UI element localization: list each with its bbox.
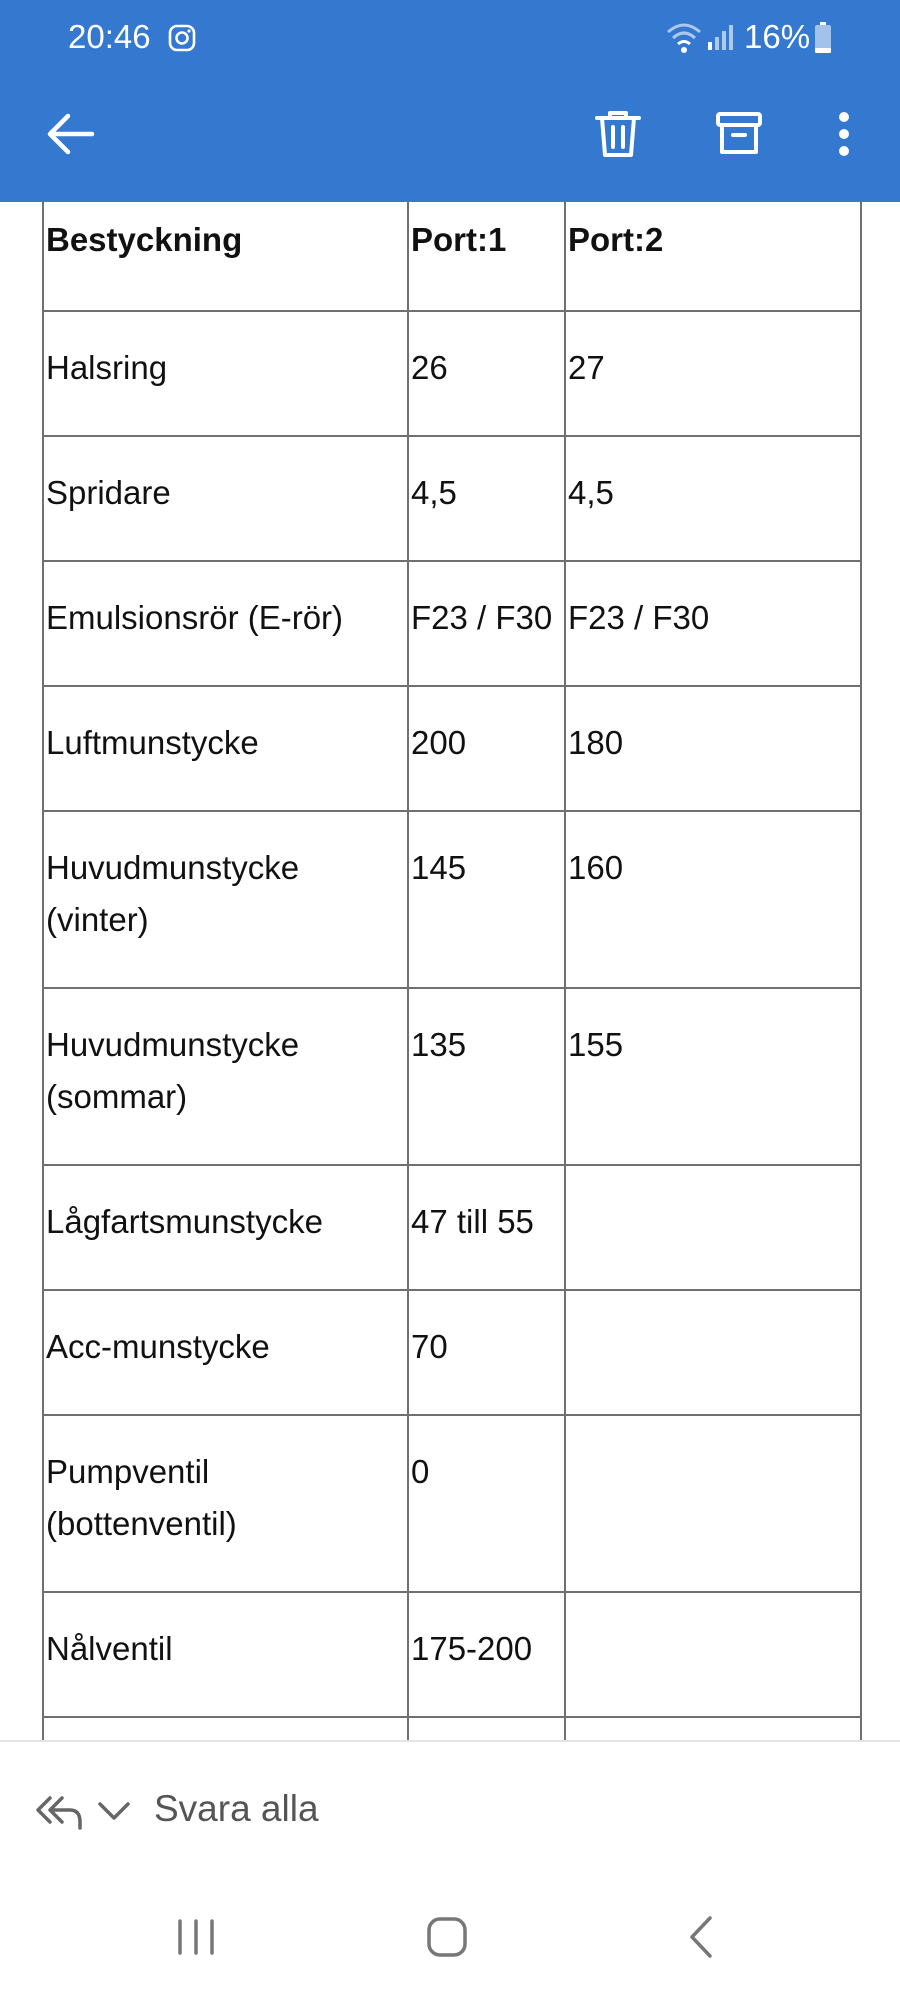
header-cell: Port:2: [565, 202, 861, 311]
table-cell: [565, 1415, 861, 1592]
table-row: [43, 1415, 861, 1592]
table-cell: Nålventil: [43, 1592, 408, 1717]
table-cell: 4,5: [565, 436, 861, 561]
app-bar: [0, 0, 900, 202]
table-row: [43, 561, 861, 686]
delete-button[interactable]: [582, 98, 654, 170]
table-cell: [408, 1717, 565, 1740]
table-cell: 180: [565, 686, 861, 811]
signal-icon: [706, 22, 736, 52]
system-back-button[interactable]: [661, 1902, 741, 1972]
table-cell: Luftmunstycke: [43, 686, 408, 811]
table-cell: 160: [565, 811, 861, 988]
table-row: [43, 1717, 861, 1740]
table-cell: [565, 1717, 861, 1740]
table-cell: 200: [408, 686, 565, 811]
table-cell: 175-200: [408, 1592, 565, 1717]
arrow-left-icon: [44, 112, 96, 156]
table-cell: Huvudmunstycke (sommar): [43, 988, 408, 1165]
table-cell: 47 till 55: [408, 1165, 565, 1290]
system-nav-bar: [0, 1882, 900, 2000]
table-row: [43, 811, 861, 988]
table-cell: 27: [565, 311, 861, 436]
archive-icon: [714, 109, 764, 159]
email-body[interactable]: [0, 202, 900, 1740]
home-icon: [425, 1915, 469, 1959]
home-button[interactable]: [407, 1902, 487, 1972]
reply-all-icon: [34, 1792, 84, 1832]
table-cell: 145: [408, 811, 565, 988]
table-cell: [43, 1717, 408, 1740]
status-time: 20:46: [68, 18, 151, 55]
table-cell: 70: [408, 1290, 565, 1415]
more-vertical-icon: [836, 111, 852, 157]
back-button[interactable]: [34, 98, 106, 170]
chevron-down-icon[interactable]: [96, 1798, 132, 1824]
table-row: [43, 1165, 861, 1290]
table-cell: 4,5: [408, 436, 565, 561]
battery-percent: 16%: [744, 18, 811, 55]
status-bar: [0, 0, 900, 76]
wifi-icon: [664, 20, 704, 56]
archive-button[interactable]: [703, 98, 775, 170]
instagram-icon: [168, 24, 196, 52]
table-row: [43, 1592, 861, 1717]
table-cell: 155: [565, 988, 861, 1165]
table-cell: [565, 1290, 861, 1415]
more-options-button[interactable]: [808, 98, 880, 170]
chevron-left-icon: [686, 1914, 716, 1960]
table-cell: [565, 1592, 861, 1717]
table-cell: F23 / F30: [408, 561, 565, 686]
battery-icon: [814, 22, 832, 54]
table-cell: 26: [408, 311, 565, 436]
table-cell: [565, 1165, 861, 1290]
table-header-row: [43, 202, 861, 311]
table-row: [43, 311, 861, 436]
header-cell: Port:1: [408, 202, 565, 311]
recents-button[interactable]: [156, 1902, 236, 1972]
header-cell: Bestyckning: [43, 202, 408, 311]
table-cell: Emulsionsrör (E-rör): [43, 561, 408, 686]
table-cell: F23 / F30: [565, 561, 861, 686]
table-cell: 135: [408, 988, 565, 1165]
table-cell: Lågfartsmunstycke: [43, 1165, 408, 1290]
table-cell: Pumpventil (bottenventil): [43, 1415, 408, 1592]
table-cell: Acc-munstycke: [43, 1290, 408, 1415]
table-row: [43, 436, 861, 561]
reply-all-label[interactable]: Svara alla: [154, 1788, 319, 1829]
spec-table: [42, 202, 862, 1740]
reply-all-bar[interactable]: [0, 1742, 900, 1882]
table-cell: 0: [408, 1415, 565, 1592]
trash-icon: [593, 108, 643, 160]
recents-icon: [174, 1917, 218, 1957]
table-cell: Huvudmunstycke (vinter): [43, 811, 408, 988]
table-row: [43, 686, 861, 811]
table-row: [43, 988, 861, 1165]
table-cell: Spridare: [43, 436, 408, 561]
table-cell: Halsring: [43, 311, 408, 436]
table-row: [43, 1290, 861, 1415]
